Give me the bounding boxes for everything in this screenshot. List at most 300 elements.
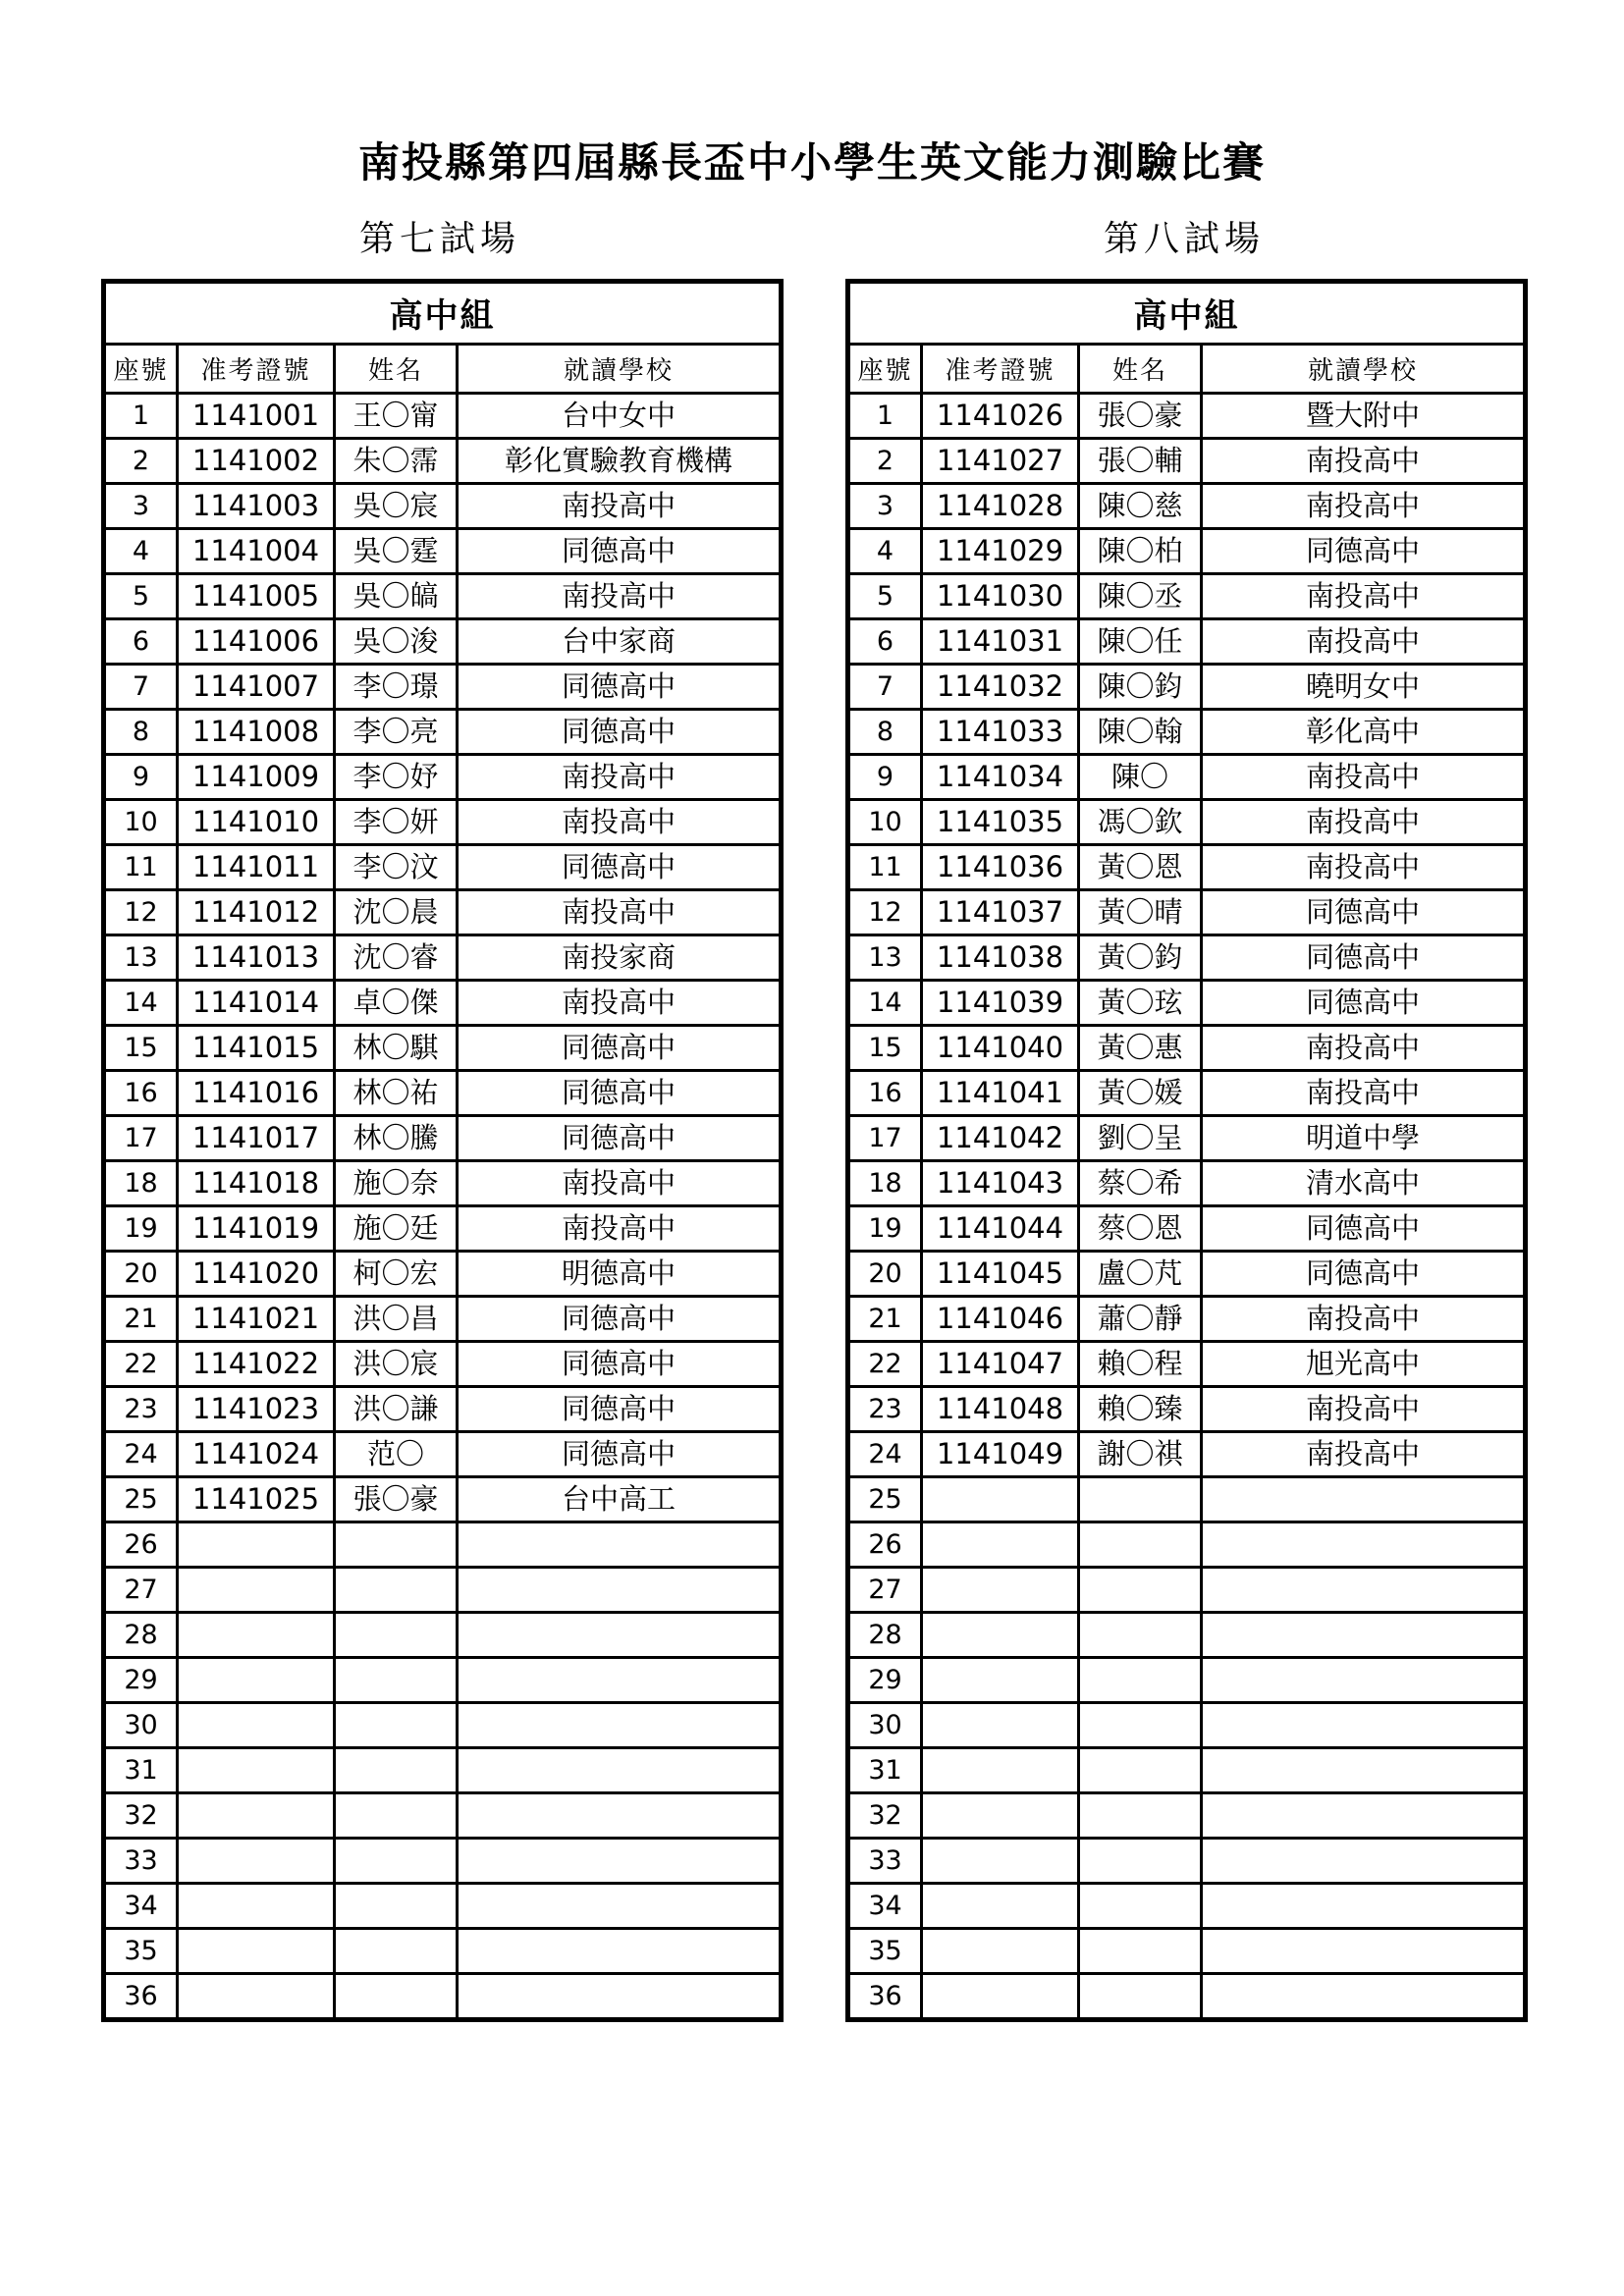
seat-cell: 3	[104, 483, 178, 528]
seat-cell: 23	[104, 1386, 178, 1431]
ticket-cell: 1141001	[178, 393, 335, 438]
seat-cell: 13	[104, 934, 178, 980]
ticket-cell	[922, 1522, 1079, 1567]
column-header: 座號	[848, 344, 922, 393]
table-row	[104, 528, 782, 573]
name-cell	[1079, 1702, 1202, 1747]
school-cell: 南投高中	[1202, 799, 1526, 844]
seat-cell: 33	[104, 1838, 178, 1883]
school-cell: 南投高中	[1202, 1431, 1526, 1476]
name-cell: 張〇豪	[335, 1476, 458, 1522]
name-cell	[1079, 1657, 1202, 1702]
name-cell: 陳〇	[1079, 754, 1202, 799]
ticket-cell: 1141003	[178, 483, 335, 528]
table-row	[104, 1747, 782, 1792]
ticket-cell	[922, 1792, 1079, 1838]
ticket-cell: 1141042	[922, 1115, 1079, 1160]
school-cell: 同德高中	[1202, 934, 1526, 980]
ticket-cell: 1141035	[922, 799, 1079, 844]
table-row	[104, 1973, 782, 2019]
seat-cell: 10	[104, 799, 178, 844]
ticket-cell: 1141029	[922, 528, 1079, 573]
ticket-cell: 1141019	[178, 1205, 335, 1251]
ticket-cell	[178, 1567, 335, 1612]
school-cell	[1202, 1747, 1526, 1792]
school-cell: 台中高工	[458, 1476, 782, 1522]
school-cell: 南投高中	[1202, 438, 1526, 483]
seat-cell: 25	[848, 1476, 922, 1522]
ticket-cell	[922, 1476, 1079, 1522]
school-cell: 南投高中	[1202, 618, 1526, 664]
seat-cell: 2	[104, 438, 178, 483]
table-row	[848, 1747, 1526, 1792]
name-cell: 吳〇皜	[335, 573, 458, 618]
table-row	[848, 1838, 1526, 1883]
seat-cell: 32	[104, 1792, 178, 1838]
school-cell: 南投高中	[1202, 483, 1526, 528]
ticket-cell: 1141006	[178, 618, 335, 664]
seat-cell: 14	[104, 980, 178, 1025]
school-cell: 明道中學	[1202, 1115, 1526, 1160]
seat-cell: 4	[848, 528, 922, 573]
tables-row	[0, 211, 1624, 2022]
seat-cell: 30	[104, 1702, 178, 1747]
table-row	[104, 1792, 782, 1838]
ticket-cell	[922, 1747, 1079, 1792]
ticket-cell: 1141041	[922, 1070, 1079, 1115]
name-cell: 洪〇昌	[335, 1296, 458, 1341]
school-cell	[1202, 1928, 1526, 1973]
table-row	[848, 1973, 1526, 2019]
school-cell	[458, 1792, 782, 1838]
seat-cell: 7	[104, 664, 178, 709]
name-cell: 朱〇霈	[335, 438, 458, 483]
seat-cell: 22	[848, 1341, 922, 1386]
seat-cell: 23	[848, 1386, 922, 1431]
ticket-cell: 1141009	[178, 754, 335, 799]
name-cell: 洪〇謙	[335, 1386, 458, 1431]
name-cell: 黃〇恩	[1079, 844, 1202, 889]
seat-cell: 16	[104, 1070, 178, 1115]
school-cell: 同德高中	[1202, 889, 1526, 934]
name-cell: 沈〇睿	[335, 934, 458, 980]
table-row	[848, 1251, 1526, 1296]
seat-cell: 1	[848, 393, 922, 438]
school-cell: 同德高中	[1202, 980, 1526, 1025]
seat-cell: 5	[848, 573, 922, 618]
name-cell	[335, 1522, 458, 1567]
ticket-cell: 1141034	[922, 754, 1079, 799]
seat-cell: 26	[104, 1522, 178, 1567]
school-cell: 彰化實驗教育機構	[458, 438, 782, 483]
roster-table	[101, 279, 784, 2022]
table-row	[848, 438, 1526, 483]
seat-cell: 9	[104, 754, 178, 799]
seat-cell: 29	[848, 1657, 922, 1702]
group-header: 高中組	[104, 281, 782, 344]
name-cell: 陳〇柏	[1079, 528, 1202, 573]
name-cell	[335, 1792, 458, 1838]
room-subtitle: 第七試場	[358, 218, 520, 259]
table-row	[848, 1476, 1526, 1522]
seat-cell: 22	[104, 1341, 178, 1386]
name-cell: 吳〇霆	[335, 528, 458, 573]
ticket-cell: 1141015	[178, 1025, 335, 1070]
name-cell: 李〇妍	[335, 799, 458, 844]
seat-cell: 5	[104, 573, 178, 618]
column-header: 姓名	[335, 344, 458, 393]
name-cell: 黃〇惠	[1079, 1025, 1202, 1070]
name-cell: 賴〇臻	[1079, 1386, 1202, 1431]
table-row	[104, 1567, 782, 1612]
page-title: 南投縣第四屆縣長盃中小學生英文能力測驗比賽	[357, 138, 1266, 187]
school-cell: 清水高中	[1202, 1160, 1526, 1205]
school-cell	[1202, 1612, 1526, 1657]
seat-cell: 19	[104, 1205, 178, 1251]
ticket-cell	[922, 1567, 1079, 1612]
school-cell: 同德高中	[458, 1115, 782, 1160]
seat-cell: 27	[848, 1567, 922, 1612]
name-cell	[335, 1747, 458, 1792]
table-row	[848, 1657, 1526, 1702]
ticket-cell: 1141048	[922, 1386, 1079, 1431]
name-cell	[335, 1612, 458, 1657]
ticket-cell: 1141040	[922, 1025, 1079, 1070]
ticket-cell: 1141044	[922, 1205, 1079, 1251]
name-cell: 王〇甯	[335, 393, 458, 438]
table-row	[104, 1386, 782, 1431]
school-cell: 旭光高中	[1202, 1341, 1526, 1386]
seat-cell: 16	[848, 1070, 922, 1115]
ticket-cell: 1141008	[178, 709, 335, 754]
seat-cell: 19	[848, 1205, 922, 1251]
seat-cell: 26	[848, 1522, 922, 1567]
name-cell	[1079, 1612, 1202, 1657]
name-cell: 盧〇芃	[1079, 1251, 1202, 1296]
table-row	[104, 1431, 782, 1476]
ticket-cell: 1141028	[922, 483, 1079, 528]
ticket-cell	[178, 1522, 335, 1567]
table-row	[848, 1070, 1526, 1115]
ticket-cell: 1141033	[922, 709, 1079, 754]
name-cell: 李〇汶	[335, 844, 458, 889]
table-row	[104, 1928, 782, 1973]
school-cell	[1202, 1522, 1526, 1567]
school-cell: 同德高中	[458, 664, 782, 709]
name-cell: 陳〇丞	[1079, 573, 1202, 618]
school-cell: 南投高中	[458, 754, 782, 799]
school-cell: 南投高中	[1202, 1386, 1526, 1431]
table-row	[104, 889, 782, 934]
seat-cell: 24	[104, 1431, 178, 1476]
seat-cell: 29	[104, 1657, 178, 1702]
name-cell	[1079, 1928, 1202, 1973]
table-row	[848, 1205, 1526, 1251]
table-row	[104, 1025, 782, 1070]
school-cell	[1202, 1792, 1526, 1838]
name-cell: 林〇騏	[335, 1025, 458, 1070]
school-cell: 同德高中	[458, 1296, 782, 1341]
table-row	[104, 438, 782, 483]
name-cell: 黃〇晴	[1079, 889, 1202, 934]
seat-cell: 7	[848, 664, 922, 709]
school-cell: 南投高中	[458, 483, 782, 528]
table-row	[848, 980, 1526, 1025]
table-row	[848, 754, 1526, 799]
table-row	[848, 1386, 1526, 1431]
table-row	[104, 573, 782, 618]
ticket-cell	[922, 1657, 1079, 1702]
name-cell	[335, 1702, 458, 1747]
ticket-cell	[178, 1928, 335, 1973]
school-cell	[458, 1883, 782, 1928]
table-row	[104, 1883, 782, 1928]
ticket-cell	[922, 1928, 1079, 1973]
column-header-row	[848, 344, 1526, 393]
seat-cell: 34	[848, 1883, 922, 1928]
ticket-cell: 1141020	[178, 1251, 335, 1296]
column-header-row	[104, 344, 782, 393]
table-row	[104, 844, 782, 889]
name-cell	[335, 1928, 458, 1973]
school-cell	[458, 1838, 782, 1883]
column-header: 座號	[104, 344, 178, 393]
ticket-cell	[922, 1973, 1079, 2019]
ticket-cell: 1141005	[178, 573, 335, 618]
school-cell	[458, 1973, 782, 2019]
name-cell: 賴〇程	[1079, 1341, 1202, 1386]
table-row	[848, 1702, 1526, 1747]
ticket-cell: 1141037	[922, 889, 1079, 934]
ticket-cell	[178, 1973, 335, 2019]
ticket-cell	[922, 1702, 1079, 1747]
seat-cell: 18	[848, 1160, 922, 1205]
name-cell	[1079, 1567, 1202, 1612]
seat-cell: 32	[848, 1792, 922, 1838]
school-cell: 暨大附中	[1202, 393, 1526, 438]
seat-cell: 20	[848, 1251, 922, 1296]
table-row	[848, 1792, 1526, 1838]
name-cell	[335, 1567, 458, 1612]
school-cell: 南投高中	[1202, 1296, 1526, 1341]
name-cell: 吳〇浚	[335, 618, 458, 664]
name-cell: 謝〇祺	[1079, 1431, 1202, 1476]
table-row	[104, 754, 782, 799]
table-row	[848, 1612, 1526, 1657]
school-cell	[458, 1522, 782, 1567]
school-cell: 同德高中	[458, 709, 782, 754]
ticket-cell: 1141023	[178, 1386, 335, 1431]
seat-cell: 28	[848, 1612, 922, 1657]
table-row	[848, 664, 1526, 709]
seat-cell: 3	[848, 483, 922, 528]
ticket-cell: 1141007	[178, 664, 335, 709]
name-cell: 陳〇慈	[1079, 483, 1202, 528]
ticket-cell	[178, 1792, 335, 1838]
ticket-cell: 1141027	[922, 438, 1079, 483]
ticket-cell	[178, 1702, 335, 1747]
seat-cell: 2	[848, 438, 922, 483]
name-cell	[335, 1838, 458, 1883]
name-cell	[1079, 1522, 1202, 1567]
school-cell: 南投高中	[458, 1205, 782, 1251]
table-row	[848, 1928, 1526, 1973]
school-cell: 曉明女中	[1202, 664, 1526, 709]
name-cell: 洪〇宸	[335, 1341, 458, 1386]
school-cell	[1202, 1973, 1526, 2019]
seat-cell: 30	[848, 1702, 922, 1747]
table-row	[848, 483, 1526, 528]
name-cell: 李〇妤	[335, 754, 458, 799]
seat-cell: 11	[104, 844, 178, 889]
table-row	[104, 1702, 782, 1747]
school-cell: 南投高中	[1202, 844, 1526, 889]
school-cell: 南投高中	[1202, 573, 1526, 618]
ticket-cell: 1141036	[922, 844, 1079, 889]
school-cell: 南投高中	[1202, 1070, 1526, 1115]
seat-cell: 15	[104, 1025, 178, 1070]
name-cell: 陳〇任	[1079, 618, 1202, 664]
name-cell: 李〇亮	[335, 709, 458, 754]
table-row	[848, 1431, 1526, 1476]
ticket-cell: 1141017	[178, 1115, 335, 1160]
roster-body	[848, 393, 1526, 2019]
column-header: 就讀學校	[1202, 344, 1526, 393]
ticket-cell: 1141011	[178, 844, 335, 889]
table-row	[104, 709, 782, 754]
ticket-cell	[922, 1612, 1079, 1657]
ticket-cell: 1141025	[178, 1476, 335, 1522]
school-cell	[1202, 1657, 1526, 1702]
table-row	[104, 1070, 782, 1115]
seat-cell: 28	[104, 1612, 178, 1657]
table-row	[848, 393, 1526, 438]
table-row	[848, 1567, 1526, 1612]
seat-cell: 36	[104, 1973, 178, 2019]
ticket-cell: 1141004	[178, 528, 335, 573]
table-row	[104, 1251, 782, 1296]
school-cell: 同德高中	[458, 1431, 782, 1476]
table-row	[848, 618, 1526, 664]
school-cell: 同德高中	[458, 1025, 782, 1070]
name-cell: 張〇豪	[1079, 393, 1202, 438]
school-cell: 彰化高中	[1202, 709, 1526, 754]
ticket-cell: 1141043	[922, 1160, 1079, 1205]
school-cell: 南投高中	[1202, 754, 1526, 799]
roster-table	[845, 279, 1528, 2022]
seat-cell: 12	[848, 889, 922, 934]
table-row	[848, 528, 1526, 573]
name-cell: 黃〇玹	[1079, 980, 1202, 1025]
seat-cell: 34	[104, 1883, 178, 1928]
table-row	[104, 393, 782, 438]
seat-cell: 33	[848, 1838, 922, 1883]
school-cell	[1202, 1883, 1526, 1928]
seat-cell: 4	[104, 528, 178, 573]
table-row	[848, 844, 1526, 889]
seat-cell: 25	[104, 1476, 178, 1522]
ticket-cell: 1141047	[922, 1341, 1079, 1386]
school-cell: 南投高中	[458, 573, 782, 618]
ticket-cell: 1141030	[922, 573, 1079, 618]
exam-room-7-section	[101, 211, 779, 2022]
table-row	[104, 664, 782, 709]
table-row	[848, 1341, 1526, 1386]
ticket-cell: 1141022	[178, 1341, 335, 1386]
group-header-row	[104, 281, 782, 344]
group-header-row	[848, 281, 1526, 344]
table-row	[848, 1883, 1526, 1928]
school-cell: 同德高中	[458, 1341, 782, 1386]
column-header: 准考證號	[178, 344, 335, 393]
seat-cell: 21	[104, 1296, 178, 1341]
seat-cell: 36	[848, 1973, 922, 2019]
school-cell	[1202, 1838, 1526, 1883]
table-row	[104, 980, 782, 1025]
ticket-cell	[178, 1883, 335, 1928]
seat-cell: 13	[848, 934, 922, 980]
ticket-cell: 1141021	[178, 1296, 335, 1341]
name-cell: 沈〇晨	[335, 889, 458, 934]
seat-cell: 8	[848, 709, 922, 754]
ticket-cell: 1141018	[178, 1160, 335, 1205]
school-cell: 明德高中	[458, 1251, 782, 1296]
school-cell: 同德高中	[458, 528, 782, 573]
school-cell	[1202, 1476, 1526, 1522]
school-cell	[458, 1612, 782, 1657]
school-cell: 南投高中	[458, 1160, 782, 1205]
table-row	[848, 1522, 1526, 1567]
name-cell	[1079, 1883, 1202, 1928]
school-cell	[458, 1657, 782, 1702]
school-cell: 同德高中	[1202, 528, 1526, 573]
seat-cell: 31	[104, 1747, 178, 1792]
ticket-cell: 1141024	[178, 1431, 335, 1476]
name-cell: 柯〇宏	[335, 1251, 458, 1296]
school-cell	[458, 1702, 782, 1747]
table-row	[848, 573, 1526, 618]
school-cell: 南投高中	[1202, 1025, 1526, 1070]
table-row	[104, 1522, 782, 1567]
column-header: 姓名	[1079, 344, 1202, 393]
ticket-cell: 1141046	[922, 1296, 1079, 1341]
seat-cell: 9	[848, 754, 922, 799]
ticket-cell: 1141032	[922, 664, 1079, 709]
name-cell: 馮〇欽	[1079, 799, 1202, 844]
ticket-cell	[178, 1612, 335, 1657]
ticket-cell: 1141038	[922, 934, 1079, 980]
table-row	[848, 1115, 1526, 1160]
name-cell: 蔡〇恩	[1079, 1205, 1202, 1251]
seat-cell: 6	[104, 618, 178, 664]
school-cell: 南投高中	[458, 889, 782, 934]
school-cell: 同德高中	[458, 844, 782, 889]
seat-cell: 12	[104, 889, 178, 934]
seat-cell: 17	[104, 1115, 178, 1160]
ticket-cell: 1141012	[178, 889, 335, 934]
ticket-cell: 1141045	[922, 1251, 1079, 1296]
ticket-cell	[922, 1838, 1079, 1883]
ticket-cell	[178, 1838, 335, 1883]
name-cell: 蔡〇希	[1079, 1160, 1202, 1205]
table-row	[104, 1476, 782, 1522]
name-cell: 黃〇鈞	[1079, 934, 1202, 980]
name-cell	[335, 1657, 458, 1702]
name-cell: 張〇輔	[1079, 438, 1202, 483]
school-cell	[1202, 1567, 1526, 1612]
seat-cell: 35	[104, 1928, 178, 1973]
name-cell	[335, 1973, 458, 2019]
